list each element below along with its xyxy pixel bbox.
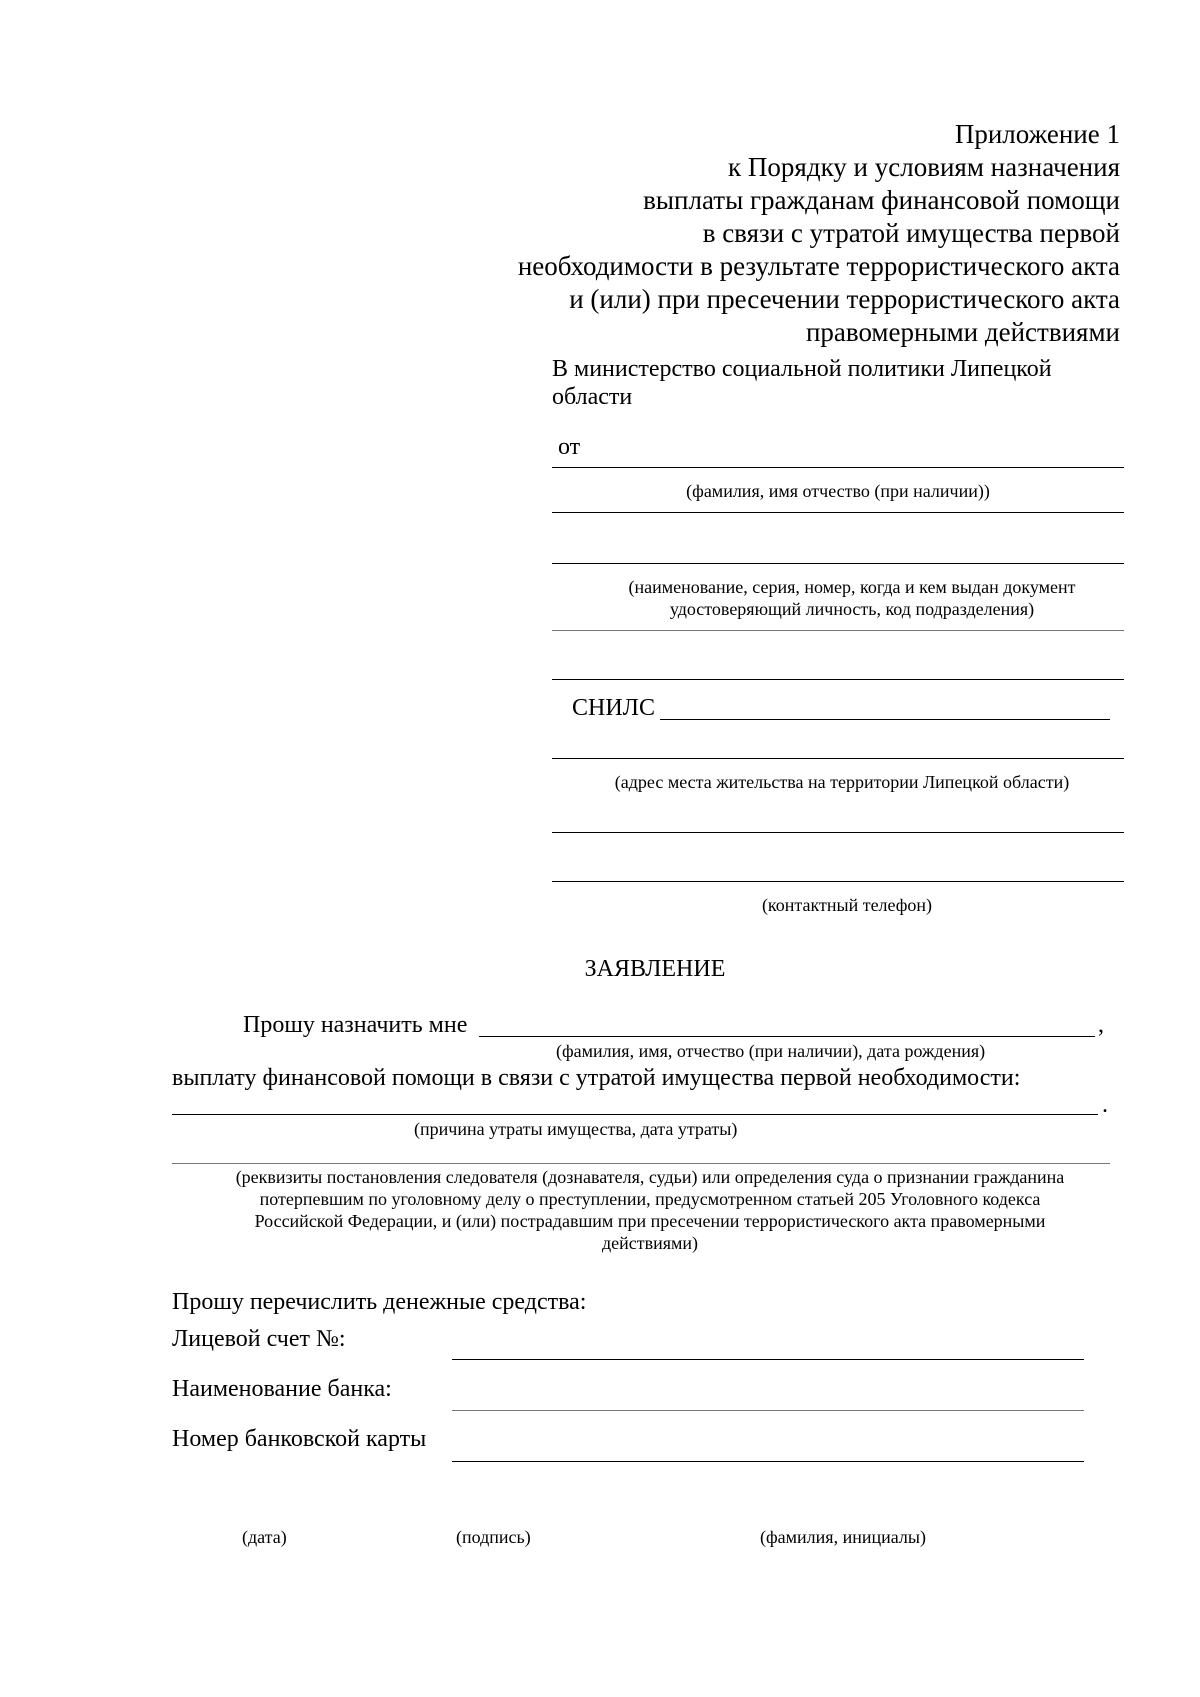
details-caption: (реквизиты постановления следователя (дознавателя, судьи) или определения суда о признании гражданина: [235, 1167, 1065, 1187]
name-field-2[interactable]: [552, 512, 1124, 513]
full-name-caption: (фамилия, инициалы): [760, 1527, 926, 1547]
request-label: Прошу назначить мне: [243, 1012, 468, 1038]
snils-label: СНИЛС: [572, 695, 655, 721]
details-caption: Российской Федерации, и (или) пострадавшим при пресечении террористического акта правомерными: [254, 1211, 1046, 1231]
phone-caption: (контактный телефон): [761, 895, 933, 915]
appendix-line: необходимости в результате террористического акта: [517, 251, 1120, 281]
appendix-line: к Порядку и условиям назначения: [728, 152, 1120, 182]
appendix-line: правомерными действиями: [805, 317, 1120, 347]
addressee-line: области: [552, 384, 633, 410]
appendix-header: [360, 118, 1120, 349]
account-label: Лицевой счет №:: [172, 1326, 346, 1352]
from-label: от: [558, 434, 581, 460]
appendix-line: и (или) при пресечении террористического акта: [569, 284, 1120, 314]
phone-field[interactable]: [552, 881, 1124, 882]
appendix-line: Приложение 1: [954, 119, 1120, 149]
signature-caption: (подпись): [456, 1527, 531, 1547]
card-label: Номер банковской карты: [172, 1426, 427, 1452]
name-field[interactable]: [552, 467, 1124, 468]
card-field[interactable]: [452, 1461, 1084, 1462]
statement-title: ЗАЯВЛЕНИЕ: [584, 956, 726, 982]
id-document-field-3[interactable]: [552, 679, 1124, 680]
bank-name-label: Наименование банка:: [172, 1376, 392, 1402]
period: .: [1102, 1092, 1108, 1118]
details-field[interactable]: [172, 1163, 1110, 1164]
account-field[interactable]: [452, 1359, 1084, 1360]
appendix-line: выплаты гражданам финансовой помощи: [643, 185, 1120, 215]
appendix-line: в связи с утратой имущества первой: [702, 218, 1120, 248]
id-document-field[interactable]: [552, 563, 1124, 564]
applicant-caption: (фамилия, имя, отчество (при наличии), дата рождения): [556, 1041, 986, 1061]
payment-text: выплату финансовой помощи в связи с утратой имущества первой необходимости:: [172, 1065, 1021, 1091]
comma: ,: [1098, 1012, 1104, 1038]
address-field[interactable]: [552, 758, 1124, 759]
id-document-caption: удостоверяющий личность, код подразделения): [669, 599, 1035, 619]
reason-caption: (причина утраты имущества, дата утраты): [414, 1119, 738, 1139]
bank-intro: Прошу перечислить денежные средства:: [172, 1289, 587, 1315]
id-document-caption: (наименование, серия, номер, когда и кем выдан документ: [628, 577, 1076, 597]
id-document-field-2[interactable]: [552, 630, 1124, 631]
addressee-line: В министерство социальной политики Липецкой: [552, 356, 1052, 382]
details-caption: действиями): [601, 1233, 699, 1253]
name-caption: (фамилия, имя отчество (при наличии)): [686, 481, 990, 501]
bank-name-field[interactable]: [452, 1410, 1084, 1411]
address-caption: (адрес места жительства на территории Липецкой области): [614, 772, 1070, 792]
snils-field[interactable]: [660, 719, 1110, 720]
applicant-field[interactable]: [479, 1036, 1095, 1037]
date-caption: (дата): [242, 1527, 287, 1547]
reason-field[interactable]: [172, 1114, 1098, 1115]
address-field-2[interactable]: [552, 832, 1124, 833]
details-caption: потерпевшим по уголовному делу о преступлении, предусмотренном статьей 205 Уголовного кодекса: [259, 1189, 1041, 1209]
